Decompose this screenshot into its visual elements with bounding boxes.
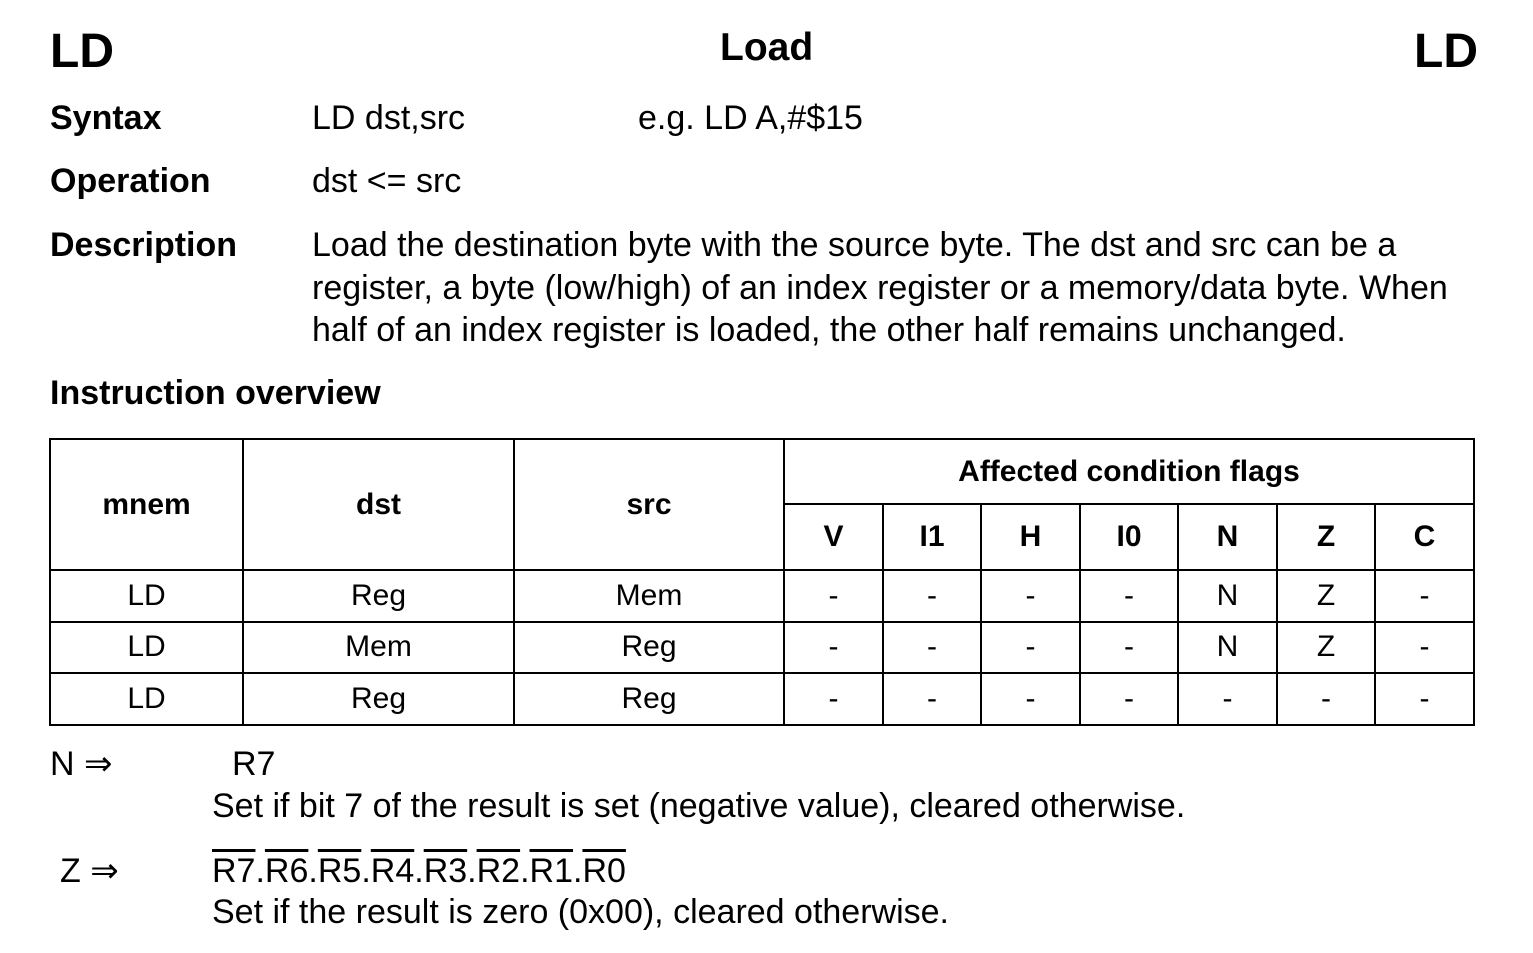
syntax-example: e.g. LD A,#$15: [638, 99, 863, 137]
mnemonic-left: LD: [50, 25, 114, 78]
mnemonic-right: LD: [1414, 25, 1478, 78]
cell-flag-h: -: [981, 673, 1080, 725]
z-term: R3: [423, 852, 468, 890]
cell-flag-c: -: [1375, 622, 1474, 674]
z-flag-description: Set if the result is zero (0x00), cleared otherwise.: [212, 893, 949, 931]
cell-flag-n: -: [1178, 673, 1277, 725]
cell-dst: Reg: [243, 570, 514, 622]
z-separator: .: [520, 852, 530, 890]
cell-flag-v: -: [784, 673, 883, 725]
header-flag-n: N: [1178, 504, 1277, 570]
description-label: Description: [50, 226, 238, 264]
z-term: R5: [317, 852, 362, 890]
header-flag-i1: I1: [883, 504, 981, 570]
table-row: [50, 673, 1474, 725]
syntax-form: LD dst,src: [312, 99, 466, 137]
header-dst: dst: [243, 439, 514, 570]
z-term: R6: [264, 852, 309, 890]
cell-flag-i0: -: [1080, 673, 1178, 725]
z-term: R4: [370, 852, 415, 890]
z-separator: .: [414, 852, 424, 890]
z-term: R1: [529, 852, 573, 890]
description-text: Load the destination byte with the source byte. The dst and src can be a register, a byte (low/high) of an index register or a memory/data byte. When half of an index register is loaded, the other half remains unchanged.: [312, 226, 1448, 349]
z-flag-expression: [212, 850, 626, 892]
syntax-label: Syntax: [50, 99, 162, 137]
cell-mnem: LD: [50, 622, 243, 674]
cell-flag-i1: -: [883, 673, 981, 725]
n-flag-label: [50, 743, 113, 785]
z-flag-label: [60, 850, 119, 892]
cell-flag-h: -: [981, 622, 1080, 674]
table-row: [50, 622, 1474, 674]
instruction-overview-table: [49, 438, 1475, 726]
cell-flag-v: -: [784, 570, 883, 622]
header-mnem: mnem: [50, 439, 243, 570]
z-term: R7: [212, 852, 256, 890]
cell-flag-n: N: [1178, 622, 1277, 674]
cell-flag-z: -: [1277, 673, 1375, 725]
cell-flag-i1: -: [883, 622, 981, 674]
n-flag-name: N: [50, 745, 75, 783]
cell-flag-z: Z: [1277, 570, 1375, 622]
cell-flag-c: -: [1375, 673, 1474, 725]
header-flag-v: V: [784, 504, 883, 570]
cell-flag-z: Z: [1277, 622, 1375, 674]
cell-flag-i0: -: [1080, 570, 1178, 622]
cell-flag-i1: -: [883, 570, 981, 622]
cell-mnem: LD: [50, 570, 243, 622]
cell-mnem: LD: [50, 673, 243, 725]
cell-src: Mem: [514, 570, 784, 622]
header-flags-group: Affected condition flags: [784, 439, 1474, 504]
n-flag-description: Set if bit 7 of the result is set (negative value), cleared otherwise.: [212, 787, 1186, 825]
cell-flag-v: -: [784, 622, 883, 674]
z-separator: .: [361, 852, 371, 890]
z-separator: .: [467, 852, 477, 890]
overview-title: Instruction overview: [50, 374, 381, 412]
header-src: src: [514, 439, 784, 570]
z-flag-name: Z: [60, 852, 81, 890]
instruction-title: Load: [720, 26, 814, 69]
cell-flag-n: N: [1178, 570, 1277, 622]
z-separator: .: [255, 852, 265, 890]
n-flag-expression: R7: [232, 745, 276, 783]
z-term: R0: [582, 852, 626, 890]
z-term: R2: [476, 852, 521, 890]
cell-flag-c: -: [1375, 570, 1474, 622]
cell-flag-h: -: [981, 570, 1080, 622]
operation-text: dst <= src: [312, 162, 462, 200]
table-row: [50, 570, 1474, 622]
operation-label: Operation: [50, 162, 211, 200]
header-flag-c: C: [1375, 504, 1474, 570]
cell-dst: Mem: [243, 622, 514, 674]
header-flag-i0: I0: [1080, 504, 1178, 570]
header-flag-z: Z: [1277, 504, 1375, 570]
cell-src: Reg: [514, 673, 784, 725]
cell-dst: Reg: [243, 673, 514, 725]
header-flag-h: H: [981, 504, 1080, 570]
implies-arrow-icon: ⇒: [90, 852, 119, 890]
cell-src: Reg: [514, 622, 784, 674]
implies-arrow-icon: ⇒: [84, 745, 113, 783]
z-separator: .: [573, 852, 583, 890]
z-separator: .: [308, 852, 318, 890]
cell-flag-i0: -: [1080, 622, 1178, 674]
